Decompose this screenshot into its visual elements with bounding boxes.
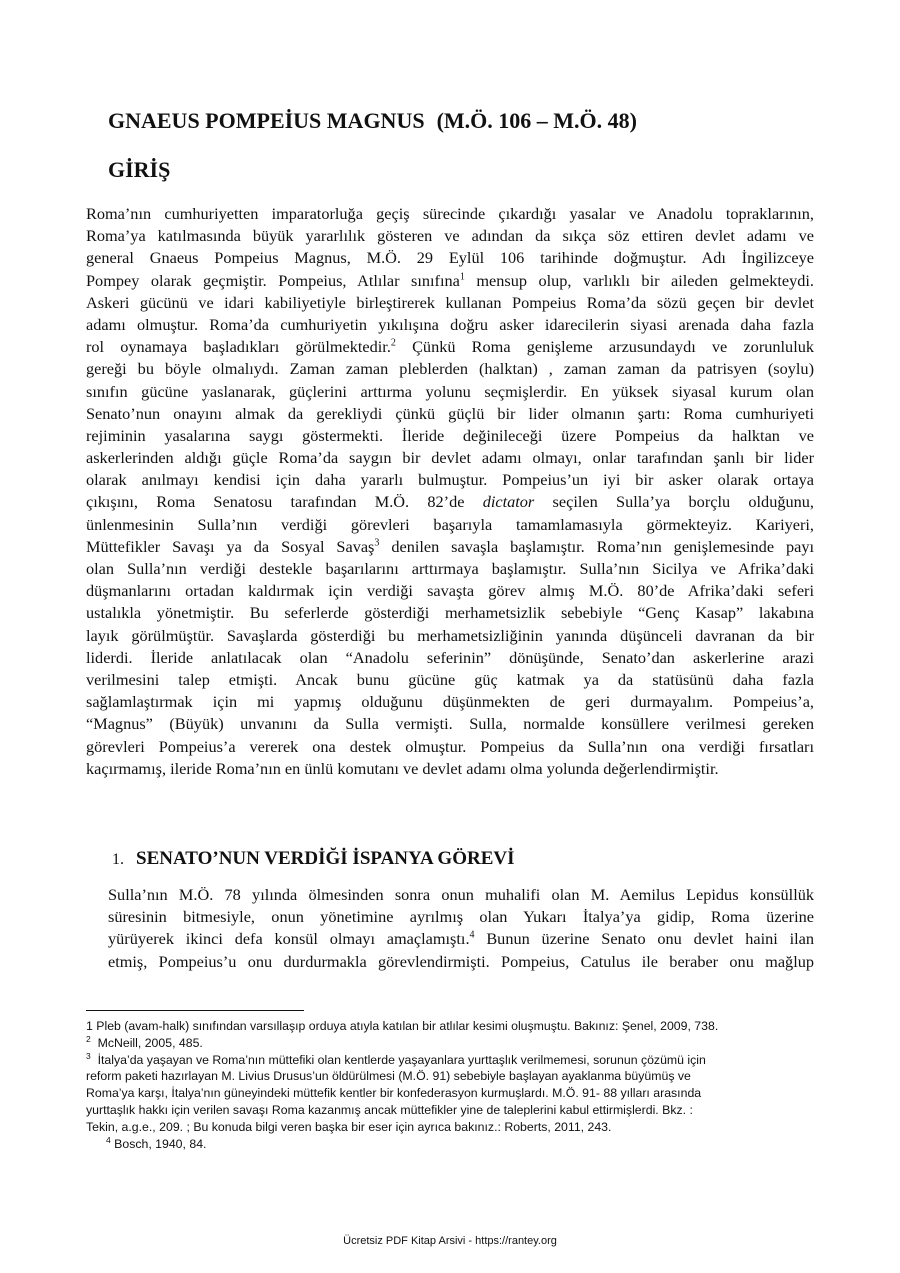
text-line: layık görülmüştür. Savaşlarda gösterdiği bu merhametsizliğinin yanında düşünceli davranan da bir	[86, 625, 814, 645]
text-line: general Gnaeus Pompeius Magnus, M.Ö. 29 Eylül 106 tarihinde doğmuştur. Adı İngilizceye	[86, 248, 814, 268]
text-line: olarak anılmayı kendisi için daha yararlı bulmuştur. Pompeius’un iyi bir asker olarak ortaya	[86, 470, 814, 490]
footnote-3-line: Roma’ya karşı, İtalya’nın güneyindeki müttefik kentler bir konfederasyon kurmuşlardı. M.Ö. 91- 88 yılları arasında	[86, 1086, 702, 1101]
footnote-3-line: Tekin, a.g.e., 209. ; Bu konuda bilgi veren başka bir eser için ayrıca bakınız.: Roberts, 2011, 243.	[86, 1119, 612, 1134]
footnote-ref-3[interactable]: 3	[374, 537, 380, 549]
footnote-mark: 4	[106, 1134, 111, 1145]
title-name: GNAEUS POMPEİUS MAGNUS	[108, 108, 425, 133]
text-line: ünlenmesinin Sulla’nın verdiği görevleri başarıyla tamamlamasıyla görmekteyiz. Kariyeri,	[86, 514, 814, 534]
text-line: sınıfın gücüne yaslanarak, güçlerini arttırma yolunu seçmişlerdir. En yüksek siyasal kurum olan	[86, 381, 814, 401]
footnote-1: 1 Pleb (avam-halk) sınıfından varsıllaşıp orduya atıyla katılan bir atlılar kesimi oluşmuştu. Bakınız: Şenel, 2009, 738.	[86, 1019, 719, 1033]
footnote-4: $^4$ Bosch, 1940, 84.	[106, 1134, 207, 1151]
page-footer: Ücretsiz PDF Kitap Arsivi - https://rantey.org	[343, 1235, 557, 1247]
text-line: Müttefikler Savaşı ya da Sosyal Savaş$^3$ denilen savaşla başlamıştır. Roma’nın genişlemesinde payı	[86, 536, 815, 556]
text-line: etmiş, Pompeius’u onu durdurmakla görevlendirmişti. Pompeius, Catulus ile beraber onu mağlup	[108, 951, 814, 971]
section-title: SENATO’NUN VERDİĞİ İSPANYA GÖREVİ	[136, 848, 515, 869]
footnote-ref-4[interactable]: 4	[469, 929, 475, 941]
footnote-2: $^2$ McNeill, 2005, 485.	[86, 1033, 203, 1050]
text-line: Askeri gücünü ve idari kabiliyetiyle birleştirerek kullanan Pompeius Roma’da sözü geçen bir devlet	[86, 292, 814, 312]
text-line: “Magnus” (Büyük) unvanını da Sulla vermişti. Sulla, normalde konsüllere verilmesi gereken	[86, 714, 814, 734]
text-line: süresinin bitmesiyle, onun yönetimine ayrılmış olan Yukarı İtalya’ya gidip, Roma üzerine	[108, 907, 814, 927]
footnote-3: $^3$ İtalya’da yaşayan ve Roma’nın müttefiki olan kentlerde yaşayanlara yurttaşlık verilmemesi, sorunun çözümü için	[86, 1050, 706, 1067]
footnotes	[86, 1018, 816, 1152]
italic-term: dictator	[482, 492, 535, 512]
text-line: Roma’nın cumhuriyetten imparatorluğa geçiş sürecinde çıkardığı yasalar ve Anadolu topraklarının,	[86, 204, 814, 223]
intro-heading: GİRİŞ	[108, 157, 171, 182]
text-line: verilmesini talep etmişti. Ancak bunu gücüne güç katmak ya da statüsünü daha fazla	[86, 669, 814, 689]
text-line: Roma’ya katılmasında büyük yararlılık gösteren ve adından da sıkça söz ettiren devlet adamı ve	[86, 226, 814, 246]
footnote-3-line: reform paketi hazırlayan M. Livius Drusus’un öldürülmesi (M.Ö. 91) sebebiyle başlayan ayaklanma büyümüş ve	[86, 1069, 691, 1084]
section-heading	[112, 848, 515, 870]
text-line: kaçırmamış, ileride Roma’nın en ünlü komutanı ve devlet adamı olma yolunda değerlendirmiştir.	[86, 758, 719, 778]
text-line: adamı olmuştur. Roma’da cumhuriyetin yıkılışına doğru asker idarecilerin siyasi arenada daha fazla	[86, 314, 814, 334]
text-line: ustalıkla yönetmiştir. Bu seferlerde gösterdiği merhametsizlik sebebiyle “Genç Kasap” lakabına	[86, 603, 814, 623]
page-title	[108, 108, 637, 134]
text-line: askerlerinden aldığı güçle Roma’da saygın bir devlet adamı olmayı, onlar tarafından şanlı bir lider	[86, 448, 814, 468]
text-line: yürüyerek ikinci defa konsül olmayı amaçlamıştı.$^4$ Bunun üzerine Senato onu devlet haini ilan	[108, 929, 814, 949]
text-line: rol oynamaya başladıkları görülmektedir.$^2$ Çünkü Roma genişleme arzusundaydı ve zorunluluk	[86, 337, 814, 357]
section-number: 1.	[112, 851, 124, 868]
text-line: Sulla’nın M.Ö. 78 yılında ölmesinden sonra onun muhalifi olan M. Aemilus Lepidus konsüllük	[108, 885, 814, 904]
text-line: olan Sulla’nın verdiği destekle başarılarını arttırmaya başlamıştır. Sulla’nın Sicilya ve Afrika’daki	[86, 559, 814, 578]
section1-paragraph	[108, 884, 814, 973]
text-line: düşmanlarını ortadan kaldırmak için verdiği savaşta görev almış M.Ö. 80’de Afrika’daki seferi	[86, 581, 814, 601]
footnote-ref-2[interactable]: 2	[390, 337, 396, 349]
intro-paragraph	[86, 203, 814, 780]
text-line: sağlamlaştırmak için mi yapmış olduğunu düşünmekten de geri durmayalım. Pompeius’a,	[86, 692, 814, 712]
text-line: gereği bu böyle olmalıydı. Zaman zaman pleblerden (halktan) , zaman zaman da patrisyen (soylu)	[86, 359, 814, 379]
footnote-mark: 2	[86, 1033, 91, 1044]
text-line: çıkışını, Roma Senatosu tarafından M.Ö. 82’de dictator seçilen Sulla’ya borçlu olduğunu,	[86, 492, 814, 512]
text-line: Senato’nun onayını almak da gerekliydi çünkü güçlü bir lider olmanın şartı: Roma cumhuriyeti	[86, 403, 814, 423]
title-dates: (M.Ö. 106 – M.Ö. 48)	[436, 108, 637, 133]
footnote-ref-1[interactable]: 1	[459, 271, 465, 283]
footnote-3-line: yurttaşlık hakkı için verilen savaşı Roma kazanmış ancak müttefikler yine de taleplerini kabul ettirmişlerdi. Bkz. :	[86, 1102, 693, 1117]
text-line: rejiminin yasalarına saygı göstermekti. İleride değinileceği üzere Pompeius da halktan ve	[86, 425, 814, 445]
footnote-mark: 3	[86, 1050, 91, 1061]
text-line: görevleri Pompeius’a vererek ona destek olmuştur. Pompeius da Sulla’nın ona verdiği fırsatları	[86, 736, 814, 756]
footnote-separator	[86, 1010, 304, 1011]
text-line: Pompey olarak geçmiştir. Pompeius, Atlılar sınıfına$^1$ mensup olup, varlıklı bir aileden gelmekteydi.	[86, 270, 815, 290]
text-line: liderdi. İleride anlatılacak olan “Anadolu seferinin” dönüşünde, Senato’dan askerlerine arazi	[86, 647, 814, 667]
